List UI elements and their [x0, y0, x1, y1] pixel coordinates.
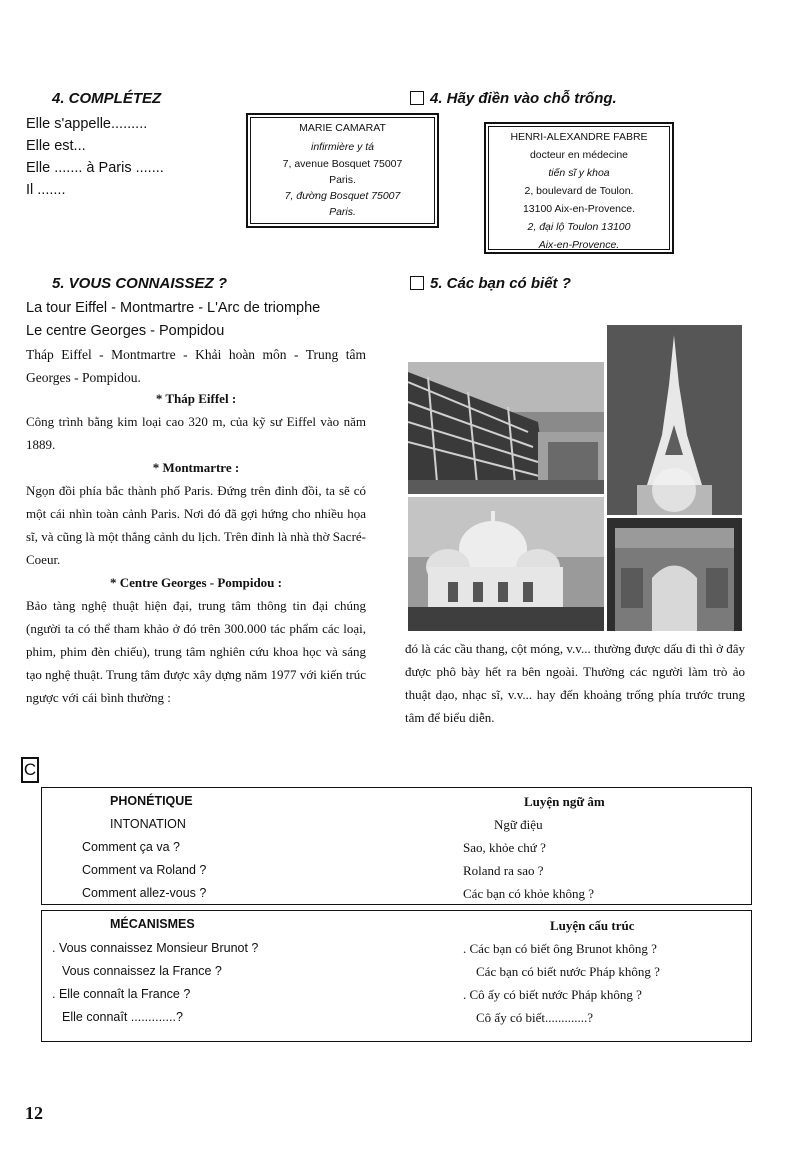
section5-vi-title-text: 5. Các bạn có biết ? [430, 275, 571, 292]
blank-line: Il ....... [26, 182, 66, 198]
vi-landmark-list: Tháp Eiffel - Montmartre - Khải hoàn môn - Trung tâm Georges - Pompidou. [26, 347, 366, 385]
phrase-vi: Roland ra sao ? [463, 863, 544, 878]
pattern-vi: . Cô ấy có biết nước Pháp không ? [463, 987, 642, 1002]
pattern-fr: . Elle connaît la France ? [52, 987, 191, 1001]
card-city: Paris. [329, 174, 356, 186]
pompidou-continued-text: đó là các cầu thang, cột móng, v.v... thường được dấu đi thì ở đây được phô bày hết ra bên ngoài. Thường các người làm trò ảo thuật dạo, nhạc sĩ, v.v... hay đến khoảng trống phía trước trung tâm để biểu diễn. [405, 641, 745, 725]
card-profession: docteur en médecine [529, 149, 629, 161]
phrase-vi: Các bạn có khỏe không ? [463, 886, 595, 901]
mecanismes-title: MÉCANISMES [110, 917, 195, 931]
fr-landmark-line: La tour Eiffel - Montmartre - L'Arc de triomphe [26, 300, 321, 316]
pattern-fr: Elle connaît .............? [62, 1010, 183, 1024]
card-profession-vi: tiến sĩ y khoa [548, 167, 610, 179]
photo-sacre-coeur [408, 497, 604, 631]
fr-landmark-list [26, 297, 320, 343]
business-card-marie [246, 113, 439, 228]
landmark-descriptions [26, 387, 366, 709]
intonation-vi-subtitle: Ngữ điệu [494, 817, 543, 832]
phrase-fr: Comment va Roland ? [82, 863, 207, 877]
section4-vi-title [410, 90, 617, 107]
section5-fr-title: 5. VOUS CONNAISSEZ ? [52, 275, 228, 292]
mecanismes-box [41, 910, 752, 1042]
photo-pompidou [408, 362, 604, 494]
card-address: 2, boulevard de Toulon. [524, 185, 634, 197]
photo-eiffel [607, 325, 742, 515]
section4-lines [26, 113, 164, 201]
blank-line: Elle ....... à Paris ....... [26, 160, 164, 176]
fr-landmark-line: Le centre Georges - Pompidou [26, 323, 225, 339]
photo-arc-de-triomphe [607, 518, 742, 631]
eiffel-text: Công trình bằng kim loại cao 320 m, của kỹ sư Eiffel vào năm 1889. [26, 414, 366, 452]
checkbox-icon [410, 91, 424, 105]
card-address: 7, avenue Bosquet 75007 [282, 158, 403, 170]
montmartre-heading: * Montmartre : [152, 460, 240, 475]
pompidou-image [408, 362, 604, 494]
pattern-vi: Cô ấy có biết.............? [476, 1010, 593, 1025]
card-profession: infirmière y tá [310, 141, 374, 153]
section4-vi-title-text: 4. Hãy điền vào chỗ trống. [430, 90, 617, 107]
phonetique-vi-title: Luyện ngữ âm [524, 794, 605, 809]
card-name: MARIE CAMARAT [299, 122, 386, 134]
phrase-fr: Comment ça va ? [82, 840, 180, 854]
pompidou-text: Bảo tàng nghệ thuật hiện đại, trung tâm thông tin đại chúng (người ta có thể tham khảo ở đó trên 300.000 tác phẩm các loại, phim, phim đèn chiếu), trung tâm nghiên cứu khoa học và sáng tạo nghệ thuật. Trung tâm được xây dựng năm 1977 với kiến trúc ngược với cái bình thường : [26, 598, 366, 705]
business-card-henri [484, 122, 674, 254]
montmartre-text: Ngọn đồi phía bắc thành phố Paris. Đứng trên đỉnh đồi, ta sẽ có một cái nhìn toàn cảnh Paris. Nơi đó đã gợi hứng cho nhiều họa sĩ, và cũng là một thắng cảnh du lịch. Trên đỉnh là nhà thờ Sacré-Coeur. [26, 483, 366, 567]
intonation-subtitle: INTONATION [110, 817, 186, 831]
arc-image [607, 518, 742, 631]
sacre-coeur-image [408, 497, 604, 631]
blank-line: Elle est... [26, 138, 86, 154]
pompidou-heading: * Centre Georges - Pompidou : [110, 575, 282, 590]
phrase-vi: Sao, khỏe chứ ? [463, 840, 546, 855]
card-city-vi: Paris. [329, 206, 356, 218]
section5-vi-title [410, 275, 571, 292]
phonetique-title: PHONÉTIQUE [110, 794, 193, 808]
card-city: 13100 Aix-en-Provence. [522, 203, 636, 215]
card-address-vi: 2, đại lộ Toulon 13100 [527, 221, 631, 233]
card-address-vi: 7, đường Bosquet 75007 [284, 190, 401, 202]
pattern-vi: Các bạn có biết nước Pháp không ? [476, 964, 660, 979]
blank-line: Elle s'appelle......... [26, 116, 148, 132]
card-city-vi: Aix-en-Provence. [538, 239, 620, 251]
page-number: 12 [25, 1103, 43, 1123]
pattern-vi: . Các bạn có biết ông Brunot không ? [463, 941, 657, 956]
checkbox-icon [410, 276, 424, 290]
eiffel-image [607, 325, 742, 515]
pattern-fr: Vous connaissez la France ? [62, 964, 222, 978]
section4-fr-title: 4. COMPLÉTEZ [52, 90, 162, 107]
phonetique-box [41, 787, 752, 905]
cassette-icon: C [21, 757, 39, 783]
pattern-fr: . Vous connaissez Monsieur Brunot ? [52, 941, 259, 955]
mecanismes-vi-title: Luyện cấu trúc [550, 918, 635, 933]
phrase-fr: Comment allez-vous ? [82, 886, 207, 900]
card-name: HENRI-ALEXANDRE FABRE [510, 131, 648, 143]
eiffel-heading: * Tháp Eiffel : [155, 391, 237, 406]
